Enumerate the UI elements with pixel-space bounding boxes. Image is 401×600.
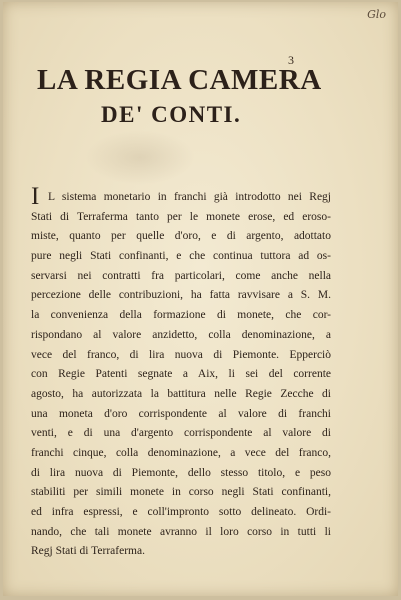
drop-cap-initial: I <box>31 183 40 210</box>
decree-body-text <box>31 183 331 562</box>
document-subtitle: DE' CONTI. <box>101 102 242 127</box>
text-line: percezione delle contribuzioni, ha fatta ravvisare a S. M. <box>31 289 331 302</box>
text-line: miste, quanto per quelle d'oro, e di argento, adottato <box>31 230 331 243</box>
handwritten-corner-note: Glo <box>367 8 386 21</box>
text-line: nando, che tali monete avranno il loro corso in tutti li <box>31 525 331 538</box>
text-line: stabiliti per simili monete in corso negli Stati confinanti, <box>31 486 331 499</box>
text-line: servarsi nei contratti fra particolari, come anche nella <box>31 269 331 282</box>
text-line: pure negli Stati confinanti, e che continua tuttora ad os- <box>31 250 331 263</box>
document-page <box>3 2 398 596</box>
text-line: L sistema monetario in franchi già introdotto nei Regj <box>48 191 331 203</box>
document-title: LA REGIA CAMERA <box>37 64 322 96</box>
ink-bleed-stain <box>85 130 195 185</box>
text-line: di lira nuova di Piemonte, dello stesso titolo, e peso <box>31 466 331 479</box>
text-line: vece del franco, di lira nuova di Piemonte. Epperciò <box>31 348 331 361</box>
text-line: Regj Stati di Terraferma. <box>31 545 145 558</box>
text-line: una moneta d'oro corrispondente al valore di franchi <box>31 407 331 420</box>
text-line: Stati di Terraferma tanto per le monete erose, ed eroso- <box>31 210 331 223</box>
text-line: rispondano al valore anzidetto, colla denominazione, a <box>31 328 331 341</box>
text-line: ed infra espressi, e coll'impronto sotto delineato. Ordi- <box>31 506 331 518</box>
text-line: la convenienza della formazione di monete, che cor- <box>31 309 331 322</box>
text-line: venti, e di una d'argento corrispondente al valore di <box>31 427 331 440</box>
text-line: con Regie Patenti segnate a Aix, li sei del corrente <box>31 368 331 381</box>
text-line: agosto, ha autorizzata la battitura nelle Regie Zecche di <box>31 387 331 400</box>
text-line: franchi cinque, colla denominazione, a vece del franco, <box>31 446 331 459</box>
page-number: 3 <box>288 53 294 67</box>
